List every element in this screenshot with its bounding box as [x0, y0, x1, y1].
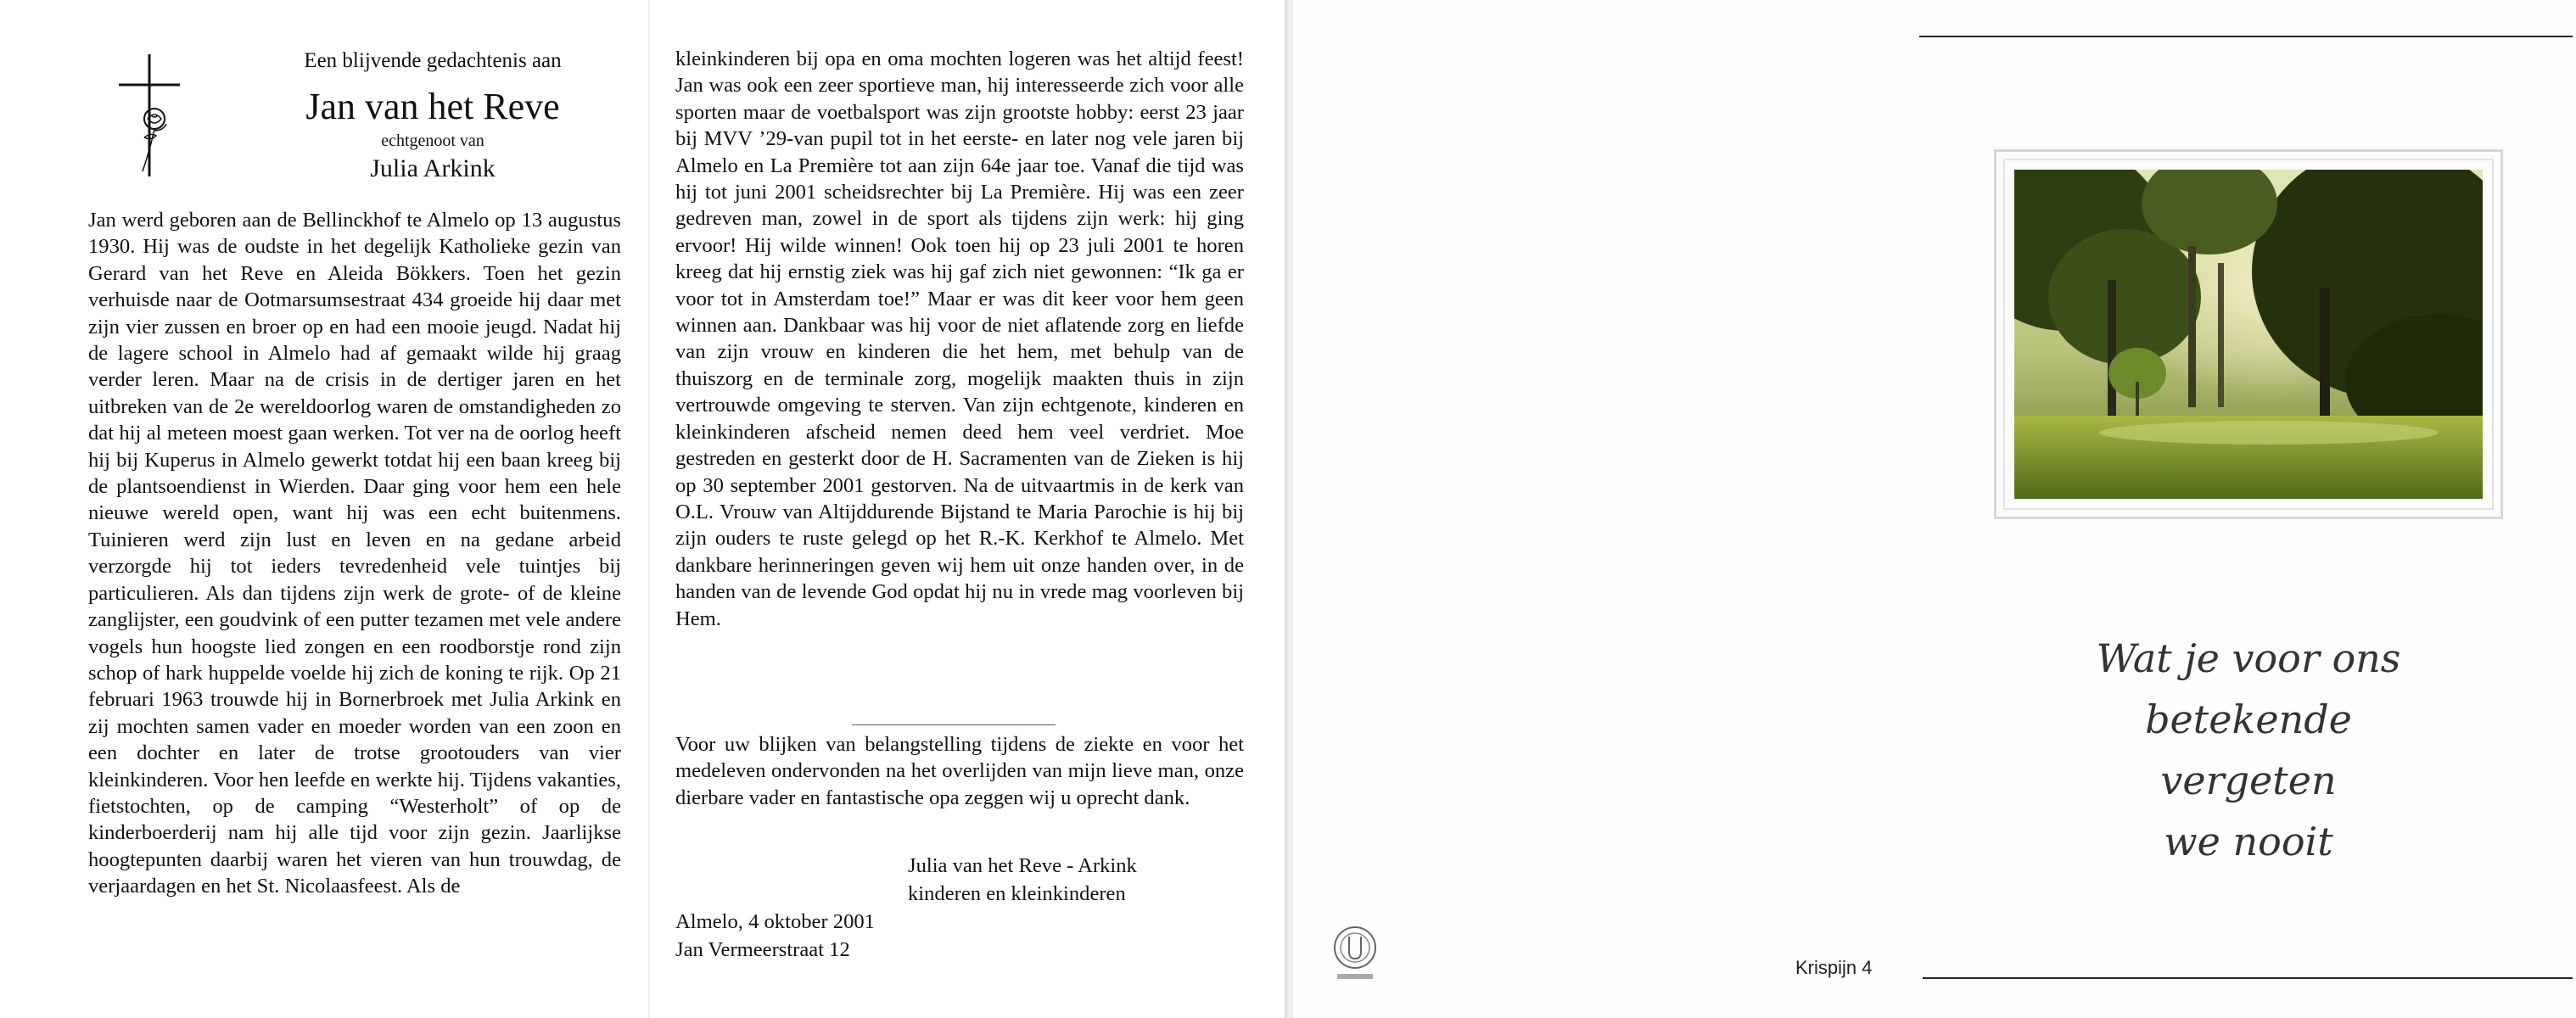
publisher-logo-icon — [1332, 925, 1378, 984]
signer-line: Julia van het Reve - Arkink — [908, 854, 1137, 877]
bottom-rule — [1923, 977, 2573, 979]
memorial-verse — [2053, 628, 2444, 872]
product-code: Krispijn 4 — [1795, 957, 1873, 978]
top-rule — [1919, 36, 2573, 37]
deceased-name: Jan van het Reve — [305, 86, 560, 127]
thanks-text: Voor uw blijken van belangstelling tijdens de ziekte en voor het medeleven ondervonden na het overlijden van mijn lieve man, onze dierbare vader en fantastische opa zeggen wij u oprecht dank. — [675, 733, 1244, 809]
verse-line: Wat je voor ons — [2096, 635, 2401, 681]
biography-paragraph: Jan werd geboren aan de Bellinckhof te Almelo op 13 augustus 1930. Hij was de oudste in het degelijk Katholieke gezin van Gerard van het Reve en Aleida Bökkers. Toen het gezin verhuisde naar de Ootmarsumsestraat 434 groeide hij daar met zijn vier zussen en broer op en had een mooie jeugd. Nadat hij de lagere school in Almelo had af gemaakt wilde hij graag verder leren. Maar na de crisis in de dertiger jaren en het uitbreken van de 2e wereldoorlog waren de omstandigheden zo dat hij al meteen moest gaan werken. Tot ver na de oorlog heeft hij bij Kuperus in Almelo gewerkt totdat hij een baan kreeg bij de plantsoendienst in Wierden. Daar ging voor hem een hele nieuwe wereld open, want hij was een echt buitenmens. Tuinieren werd zijn lust en leven en na gedane arbeid verzorgde hij tot ieders tevredenheid vele tuintjes bij particulieren. Als dan tijdens zijn werk de grote- of de kleine zanglijster, een goudvink of een putter tezamen met vele andere vogels hun hoogste lied zongen en een roodborstje rond zijn schop of hark huppelde voelde hij zich de koning te rijk. Op 21 februari 1963 trouwde hij in Bornerbroek met Julia Arkink en zij mochten samen vader en moeder worden van een zoon en een dochter en later de trotse grootouders van vier kleinkinderen. Voor hen leefde en werkte hij. Tijdens vakanties, fietstochten, op de camping “Westerholt” of op de kinderboerderij nam hij alle tijd voor zijn gezin. Jaarlijkse hoogtepunten daarbij waren het vieren van hun trouwdag, de verjaardagen en het St. Nicolaasfeest. Als de — [88, 209, 621, 898]
address — [675, 908, 875, 964]
card-header — [255, 49, 611, 183]
biography-paragraph: kleinkinderen bij opa en oma mochten logeren was het altijd feest! Jan was ook een zeer sportieve man, hij interesseerde zich voor alle sporten maar de voetbalsport was zijn grootste hobby: eerst 23 jaar bij MVV ’29-van pupil tot in het eerste- en later nog vele jaren bij Almelo en La Première tot aan zijn 64e jaar toe. Vanaf die tijd was hij tot juni 2001 scheidsrechter bij La Première. Hij was een zeer gedreven man, zowel in de sport als tijdens zijn werk: hij ging ervoor! Hij wilde winnen! Ook toen hij op 23 juli 2001 te horen kreeg dat hij ernstig ziek was hij gaf zich niet gewonnen: “Ik ga er voor tot in Amsterdam toe!” Maar er was dit keer voor hem geen winnen aan. Dankbaar was hij voor de niet aflatende zorg en liefde van zijn vrouw en kinderen die het hem, met behulp van de thuiszorg en de terminale zorg, mogelijk maakten thuis in zijn vertrouwde omgeving te sterven. Van zijn echtgenote, kinderen en kleinkinderen afscheid nemen deed hem veel verdriet. Moe gestreden en gesterkt door de H. Sacramenten van de Zieken is hij op 30 september 2001 gestorven. Na de uitvaartmis in de kerk van O.L. Vrouw van Altijddurende Bijstand te Maria Parochie is hij bij zijn ouders te ruste gelegd op het R.-K. Kerkhof te Almelo. Met dankbare herinneringen geven wij hem uit onze handen over, in de handen van de levende God opdat hij nu in vrede mag voorleven bij Hem. — [675, 48, 1244, 630]
street: Jan Vermeerstraat 12 — [675, 938, 850, 961]
spouse-name: Julia Arkink — [370, 154, 496, 182]
biography-column-2 — [675, 46, 1244, 632]
divider — [852, 724, 1056, 725]
forest-park-photo — [2014, 170, 2483, 499]
verse-line: betekende vergeten — [2145, 696, 2352, 803]
inner-fold — [648, 0, 650, 1018]
place-date: Almelo, 4 oktober 2001 — [675, 910, 875, 933]
signer-line: kinderen en kleinkinderen — [908, 882, 1126, 905]
spouse-label: echtgenoot van — [381, 131, 484, 150]
intro-text: Een blijvende gedachtenis aan — [304, 49, 562, 72]
verse-line: we nooit — [2164, 819, 2333, 864]
biography-column-1 — [88, 207, 621, 900]
signers — [908, 852, 1137, 908]
cross-with-rose-icon — [117, 53, 185, 180]
